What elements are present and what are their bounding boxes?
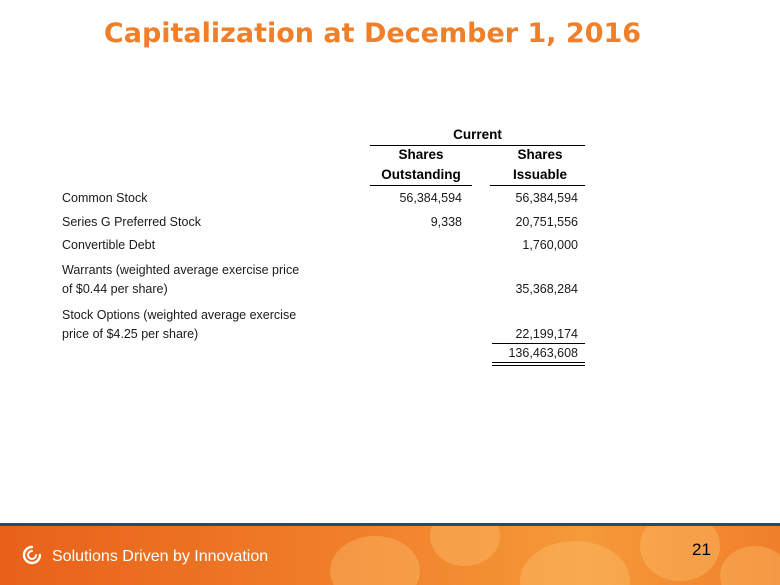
row-label: Series G Preferred Stock <box>62 215 201 229</box>
total-issuable: 136,463,608 <box>508 346 578 360</box>
col-outstanding-header-2: Outstanding <box>381 167 461 182</box>
row-label: price of $4.25 per share) <box>62 327 199 341</box>
row-issuable: 22,199,174 <box>515 327 578 341</box>
row-label: Stock Options (weighted average exercise <box>62 308 297 322</box>
col-issuable-header-1: Shares <box>517 147 563 162</box>
row-outstanding: 9,338 <box>430 215 462 229</box>
row-label: of $0.44 per share) <box>62 282 168 296</box>
total-rule-double-1 <box>492 362 585 363</box>
row-label: Warrants (weighted average exercise price <box>62 263 300 277</box>
row-label: Convertible Debt <box>62 238 156 252</box>
group-header-rule <box>370 145 585 146</box>
total-rule-top <box>492 343 585 344</box>
group-header-current: Current <box>453 127 502 142</box>
company-logo-icon <box>22 545 42 565</box>
col-outstanding-rule <box>370 185 472 186</box>
row-issuable: 35,368,284 <box>515 282 578 296</box>
total-rule-double-2 <box>492 365 585 366</box>
footer-banner <box>0 526 780 585</box>
row-issuable: 20,751,556 <box>515 215 578 229</box>
footer-tagline: Solutions Driven by Innovation <box>52 548 269 565</box>
row-issuable: 56,384,594 <box>515 191 578 205</box>
page-number: 21 <box>692 540 711 559</box>
row-label: Common Stock <box>62 191 148 205</box>
row-issuable: 1,760,000 <box>522 238 578 252</box>
col-issuable-rule <box>490 185 585 186</box>
col-outstanding-header-1: Shares <box>398 147 444 162</box>
page-title: Capitalization at December 1, 2016 <box>103 18 642 49</box>
row-outstanding: 56,384,594 <box>399 191 462 205</box>
col-issuable-header-2: Issuable <box>512 167 568 182</box>
